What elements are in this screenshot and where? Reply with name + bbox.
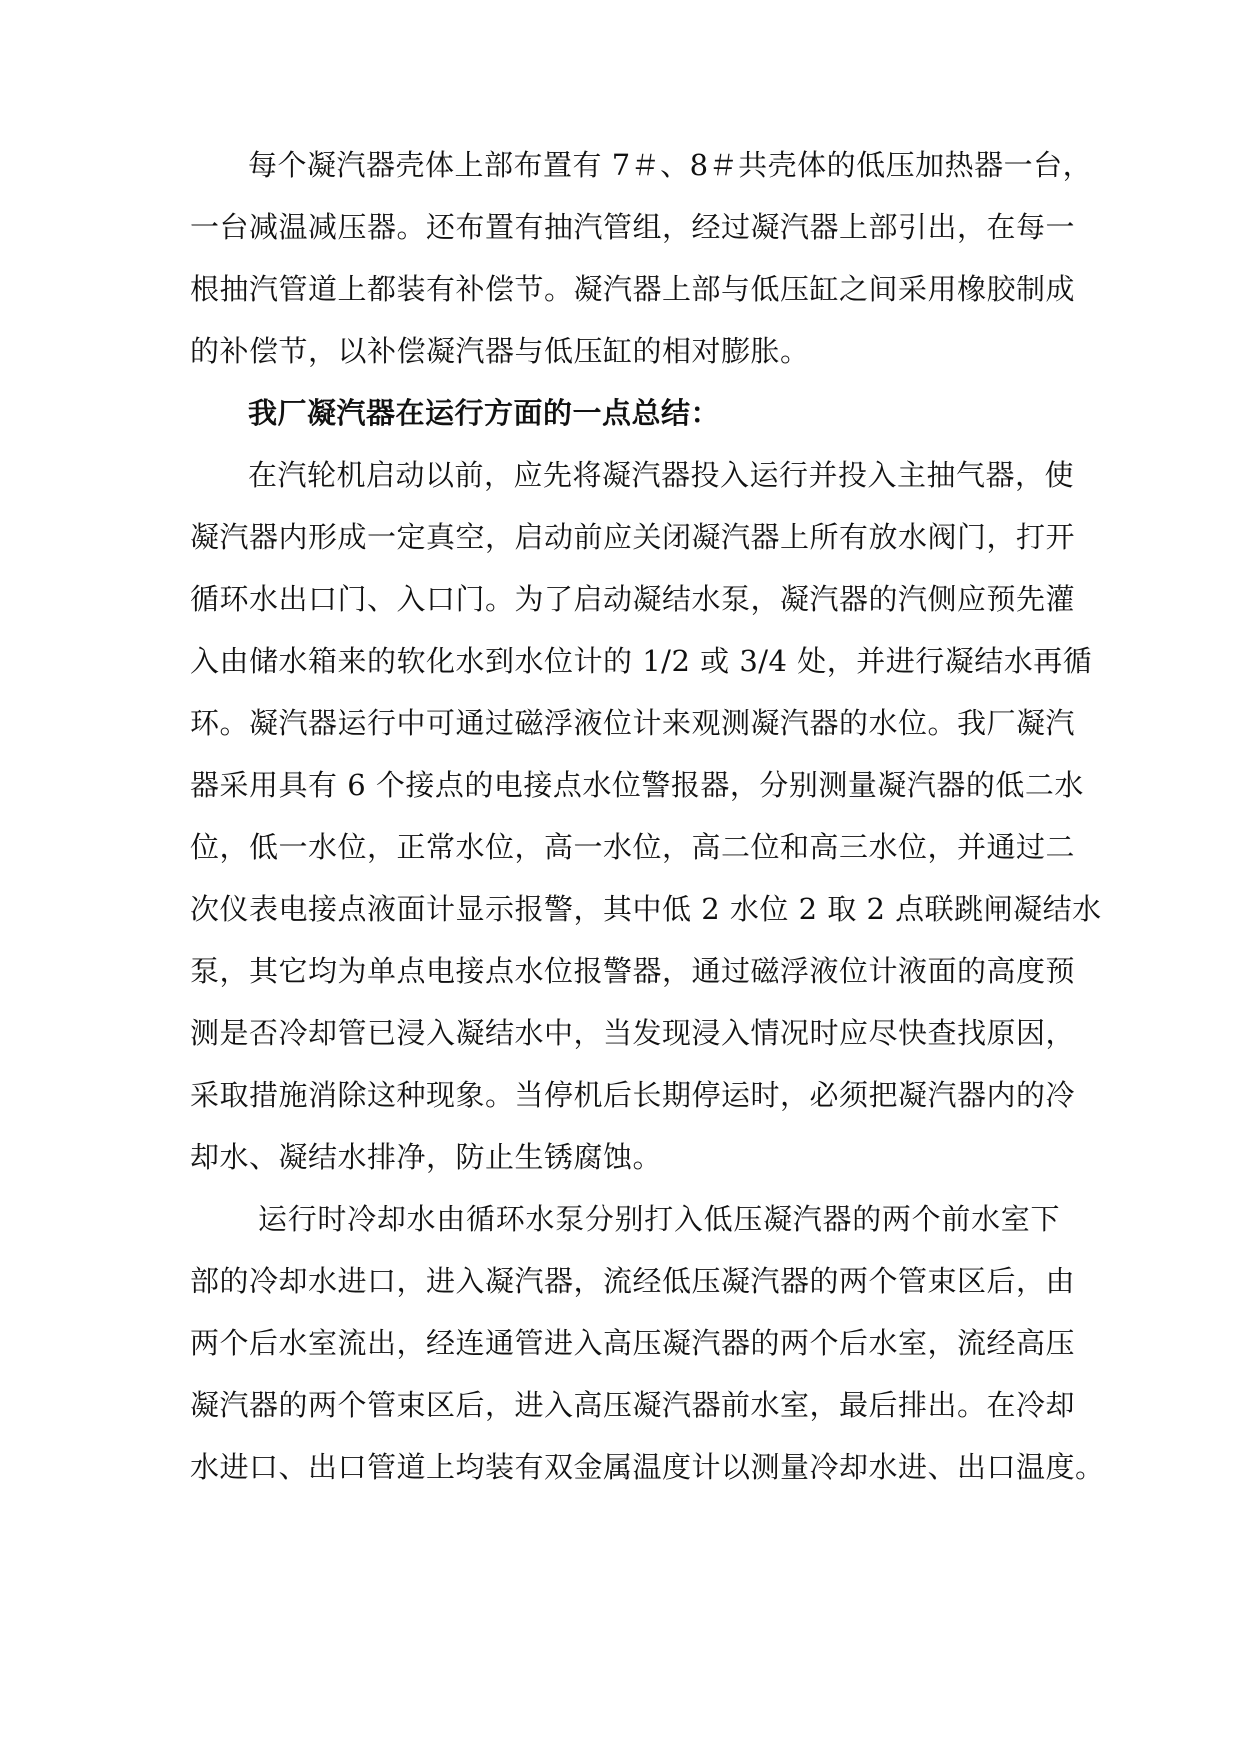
paragraph-line: 入由储水箱来的软化水到水位计的 1/2 或 3/4 处，并进行凝结水再循 — [190, 644, 1093, 678]
paragraph-line: 每个凝汽器壳体上部布置有 7＃、8＃共壳体的低压加热器一台， — [248, 148, 1093, 182]
paragraph-line: 次仪表电接点液面计显示报警，其中低 2 水位 2 取 2 点联跳闸凝结水 — [190, 892, 1102, 926]
paragraph-line: 循环水出口门、入口门。为了启动凝结水泵，凝汽器的汽侧应预先灌 — [190, 582, 1076, 616]
paragraph-line: 器采用具有 6 个接点的电接点水位警报器，分别测量凝汽器的低二水 — [190, 768, 1084, 802]
section-heading: 我厂凝汽器在运行方面的一点总结： — [248, 396, 721, 430]
paragraph-line: 却水、凝结水排净，防止生锈腐蚀。 — [190, 1140, 663, 1174]
paragraph-line: 在汽轮机启动以前，应先将凝汽器投入运行并投入主抽气器，使 — [248, 458, 1075, 492]
paragraph-line: 水进口、出口管道上均装有双金属温度计以测量冷却水进、出口温度。 — [190, 1450, 1105, 1484]
paragraph-line: 根抽汽管道上都装有补偿节。凝汽器上部与低压缸之间采用橡胶制成 — [190, 272, 1076, 306]
paragraph-line: 凝汽器内形成一定真空，启动前应关闭凝汽器上所有放水阀门，打开 — [190, 520, 1076, 554]
paragraph-line: 部的冷却水进口，进入凝汽器，流经低压凝汽器的两个管束区后，由 — [190, 1264, 1076, 1298]
paragraph-line: 泵，其它均为单点电接点水位报警器，通过磁浮液位计液面的高度预 — [190, 954, 1076, 988]
paragraph-line: 位，低一水位，正常水位，高一水位，高二位和高三水位，并通过二 — [190, 830, 1076, 864]
paragraph-line: 运行时冷却水由循环水泵分别打入低压凝汽器的两个前水室下 — [258, 1202, 1060, 1236]
paragraph-line: 的补偿节，以补偿凝汽器与低压缸的相对膨胀。 — [190, 334, 810, 368]
paragraph-line: 测是否冷却管已浸入凝结水中，当发现浸入情况时应尽快查找原因， — [190, 1016, 1076, 1050]
paragraph-line: 一台减温减压器。还布置有抽汽管组，经过凝汽器上部引出，在每一 — [190, 210, 1076, 244]
paragraph-line: 两个后水室流出，经连通管进入高压凝汽器的两个后水室，流经高压 — [190, 1326, 1076, 1360]
paragraph-line: 环。凝汽器运行中可通过磁浮液位计来观测凝汽器的水位。我厂凝汽 — [190, 706, 1076, 740]
paragraph-line: 采取措施消除这种现象。当停机后长期停运时，必须把凝汽器内的冷 — [190, 1078, 1076, 1112]
paragraph-line: 凝汽器的两个管束区后，进入高压凝汽器前水室，最后排出。在冷却 — [190, 1388, 1076, 1422]
